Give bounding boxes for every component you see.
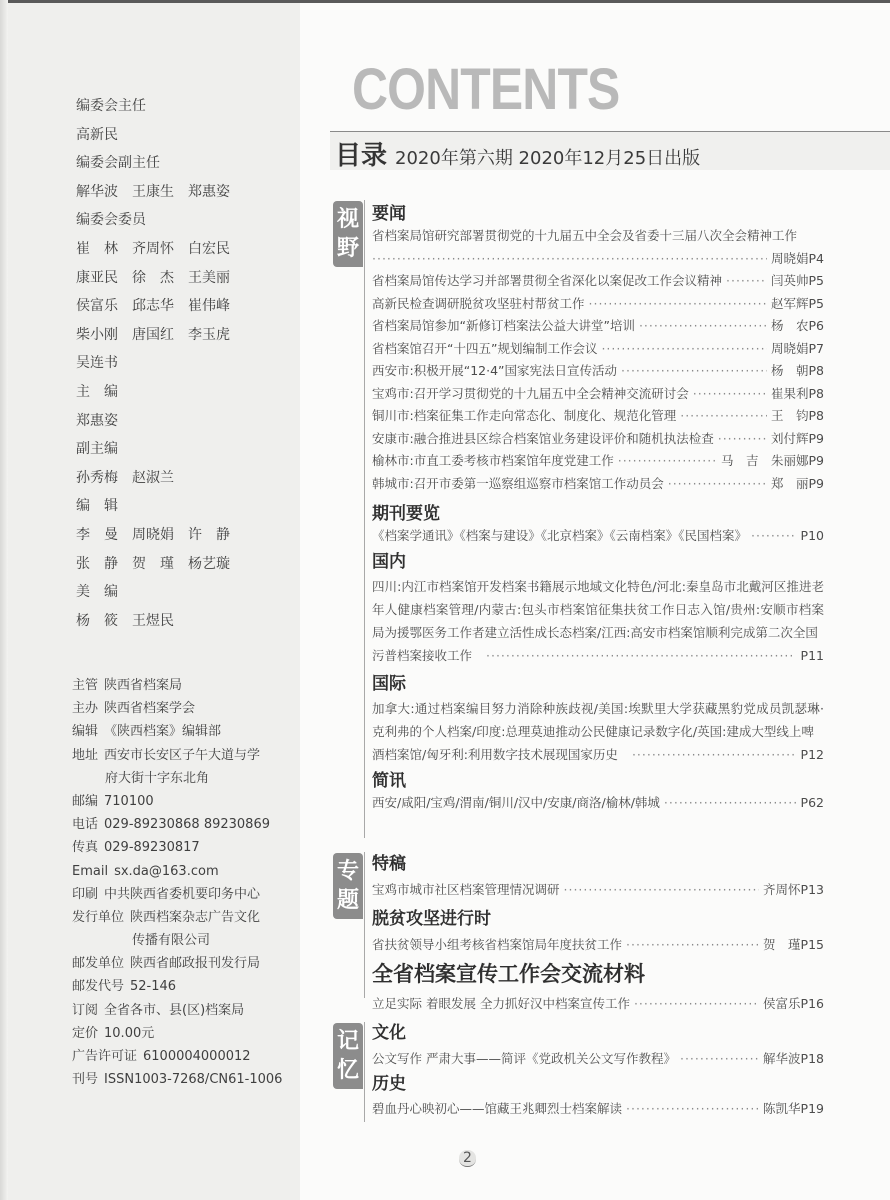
issue-info: 2020年第六期 2020年12月25日出版 [395,148,701,169]
toc-paragraph-domestic-end[interactable]: 污普档案接收工作 ····· P11 [372,644,824,667]
section-title-journals: 期刊要览 [372,504,440,524]
contents-title: CONTENTS [352,57,620,122]
toc-paragraph-international-end[interactable]: 酒档案馆/匈牙利:利用数字技术展现国家历史 ····· P12 [372,743,824,766]
side-tab-vision: 视野 [333,201,363,267]
toc-entry[interactable]: 省扶贫领导小组考核省档案馆局年度扶贫工作 ····· 贺 瑾 P15 [372,934,824,957]
side-tab-special: 专题 [333,853,363,919]
pub-sponsor: 主办 陕西省档案学会 [72,701,196,717]
toc-entry[interactable]: 宝鸡市城市社区档案管理情况调研 ····· 齐周怀 P13 [372,879,824,902]
toc-entry[interactable]: 省档案馆召开“十四五”规划编制工作会议 ····· 周晓娟 P7 [372,338,824,361]
section-title-feature: 特稿 [372,854,406,874]
masthead-role: 副主编 [76,441,118,458]
toc-entry[interactable]: 安康市:融合推进县区综合档案馆业务建设评价和随机执法检查 ····· 刘付辉 P9 [372,428,824,451]
section-title-history: 历史 [372,1073,406,1094]
pub-postcode: 邮编 710100 [72,793,154,809]
toc-paragraph-international[interactable]: 加拿大:通过档案编目努力消除种族歧视/美国:埃默里大学获藏黑豹党成员凯瑟琳·克利弗的个人档案/印度:总理莫迪推动公民健康记录数字化/英国:建成大型线上啤 [372,700,824,739]
toc-entry-cont[interactable]: ····· 周晓娟 P4 [372,248,824,271]
masthead-names: 高新民 [76,126,118,143]
pub-fax: 传真 029-89230817 [72,840,200,856]
toc-entry[interactable]: 公文写作 严肃大事——简评《党政机关公文写作教程》 ····· 解华波 P18 [372,1048,824,1071]
masthead-names: 孙秀梅 赵淑兰 [76,469,174,486]
pub-supervisor: 主管 陕西省档案局 [72,678,183,693]
pub-editor: 编辑 《陕西档案》编辑部 [72,724,222,740]
masthead-role: 编 辑 [76,498,118,515]
issue-header [335,135,700,172]
toc-memory [372,1022,824,1120]
toc-entry[interactable]: 省档案局馆研究部署贯彻党的十九届五中全会及省委十三届八次全会精神工作 [372,228,798,243]
masthead-names: 柴小刚 唐国红 李玉虎 [76,326,230,343]
masthead-names: 崔 林 齐周怀 白宏民 [76,240,230,257]
section-title-briefs: 简讯 [372,770,406,791]
masthead-names: 吴连书 [76,355,118,372]
pub-printer: 印刷 中共陕西省委机要印务中心 [72,886,261,902]
section-title-culture: 文化 [372,1023,406,1043]
masthead-role: 编委会副主任 [76,155,160,172]
pub-address-cont: 府大街十字东北角 [105,770,210,786]
toc-paragraph-domestic[interactable]: 四川:内江市档案馆开发档案书籍展示地域文化特色/河北:秦皇岛市北戴河区推进老年人健康档案管理/内蒙古:包头市档案馆征集扶贫工作日志入馆/贵州:安顺市档案局为援鄂医务工作者建立活性成长态档案/江西:高安市档案馆顺利完成第二次全国 [372,578,824,641]
pub-postal-code: 邮发代号 52-146 [72,979,177,995]
binding-edge [0,0,8,1200]
toc-entry[interactable]: 榆林市:市直工委考核市档案馆年度党建工作 ····· 马 吉 朱丽娜 P9 [372,450,824,473]
masthead-names: 康亚民 徐 杰 王美丽 [76,269,230,286]
masthead-role: 主 编 [76,383,118,400]
pub-issn: 刊号 ISSN1003-7268/CN61-1006 [72,1072,283,1088]
toc-entry[interactable]: 西安/咸阳/宝鸡/渭南/铜川/汉中/安康/商洛/榆林/韩城 ····· P62 [372,792,824,815]
pub-phone: 电话 029-89230868 89230869 [72,817,270,833]
pub-subscription: 订阅 全省各市、县(区)档案局 [72,1002,245,1018]
pub-address: 地址 西安市长安区子午大道与学 [72,747,261,763]
section-title-publicity: 全省档案宣传工作会交流材料 [372,961,645,986]
toc-special [372,853,824,1016]
masthead-list [76,92,244,635]
toc-entry[interactable]: 《档案学通讯》《档案与建设》《北京档案》《云南档案》《民国档案》 ····· P10 [372,525,824,548]
toc-entry[interactable]: 西安市:积极开展“12·4”国家宪法日宣传活动 ····· 杨 朝 P8 [372,360,824,383]
masthead-role: 编委会委员 [76,212,146,229]
toc-entry[interactable]: 铜川市:档案征集工作走向常态化、制度化、规范化管理 ····· 王 钧 P8 [372,405,824,428]
pub-email[interactable]: Email sx.da@163.com [72,863,219,879]
masthead-role: 编委会主任 [76,98,146,114]
toc-entry[interactable]: 省档案局馆传达学习并部署贯彻全省深化以案促改工作会议精神 ····· 闫英帅 P5 [372,270,824,293]
toc-vision [372,203,824,814]
mulu-label: 目录 [335,141,388,171]
page-number: 2 [459,1150,476,1167]
toc-entry[interactable]: 韩城市:召开市委第一巡察组巡察市档案馆工作动员会 ····· 郑 丽 P9 [372,473,824,496]
pub-distributor: 发行单位 陕西档案杂志广告文化 [72,909,261,925]
section-title-yaowen: 要闻 [372,204,406,224]
pub-postal-distributor: 邮发单位 陕西省邮政报刊发行局 [72,956,261,972]
masthead-names: 张 静 贺 瑾 杨艺璇 [76,555,230,572]
section-title-international: 国际 [372,673,406,694]
masthead-names: 解华波 王康生 郑惠姿 [76,183,230,200]
pub-distributor-cont: 传播有限公司 [132,933,211,949]
section-title-domestic: 国内 [372,551,406,572]
toc-entry[interactable]: 宝鸡市:召开学习贯彻党的十九届五中全会精神交流研讨会 ····· 崔果利 P8 [372,383,824,406]
header-rule [330,131,890,132]
pub-price: 定价 10.00元 [72,1025,155,1041]
publication-info [72,674,282,1091]
section-rule-vision [364,200,365,838]
side-tab-memory: 记忆 [333,1023,363,1089]
masthead-role: 美 编 [76,584,118,601]
pub-ad-license: 广告许可证 6100004000012 [72,1049,251,1064]
masthead-names: 郑惠姿 [76,412,118,429]
section-rule-memory [364,1022,365,1122]
toc-entry[interactable]: 高新民检查调研脱贫攻坚驻村帮贫工作 ····· 赵军辉 P5 [372,293,824,316]
masthead-names: 李 曼 周晓娟 许 静 [76,526,230,543]
toc-entry[interactable]: 省档案局馆参加“新修订档案法公益大讲堂”培训 ····· 杨 农 P6 [372,315,824,338]
section-rule-special [364,852,365,998]
section-title-poverty: 脱贫攻坚进行时 [372,908,491,929]
toc-entry[interactable]: 碧血丹心映初心——馆藏王兆卿烈士档案解读 ····· 陈凯华 P19 [372,1098,824,1121]
toc-entry[interactable]: 立足实际 着眼发展 全力抓好汉中档案宣传工作 ····· 侯富乐 P16 [372,993,824,1016]
masthead-names: 杨 筱 王煜民 [76,612,174,629]
masthead-names: 侯富乐 邱志华 崔伟峰 [76,298,230,315]
